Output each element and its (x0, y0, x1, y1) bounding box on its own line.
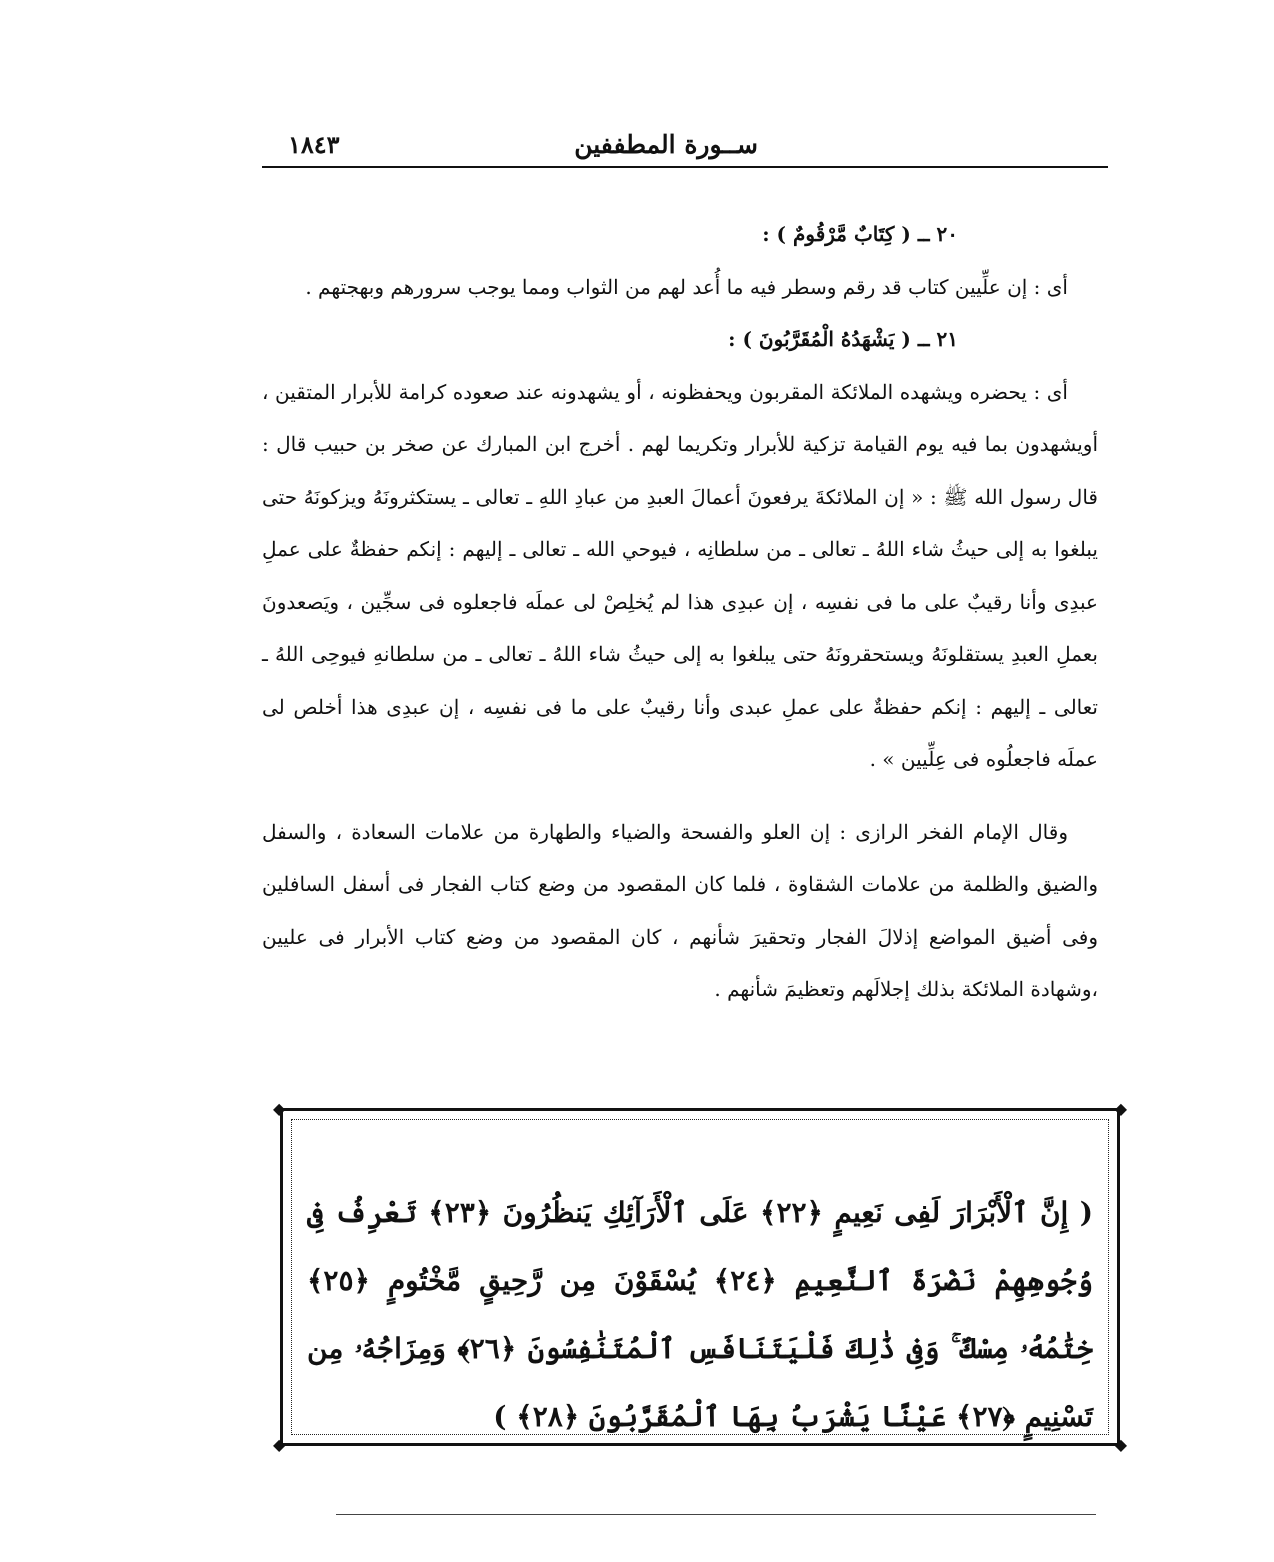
corner-ornament-icon: ◆ (273, 1099, 286, 1118)
paragraph-gap (262, 786, 1098, 806)
verse-21-commentary: أى : يحضره ويشهده الملائكة المقربون ويحفظونه ، أو يشهدونه عند صعوده كرامة للأبرار المتقين ، أويشهدون بما فيه يوم القيامة تزكية للأبرار وتكريما لهم . أخرج ابن المبارك عن صخر بن حبيب قال : قال رسول الله ﷺ : « إن الملائكةَ يرفعونَ أعمالَ العبدِ من عبادِ اللهِ ـ تعالى ـ يستكثرونَهُ ويزكونَهُ حتى يبلغوا به إلى حيثُ شاء اللهُ ـ تعالى ـ من سلطانِه ، فيوحي الله ـ تعالى ـ إليهم : إنكم حفظةٌ على عملِ عبدِى وأنا رقيبٌ على ما فى نفسِه ، إن عبدِى هذا لم يُخلِصْ لى عملَه فاجعلوه فى سجِّين ، ويَصعدونَ بعملِ العبدِ يستقلونَهُ ويستحقرونَهُ حتى يبلغوا به إلى حيثُ شاء اللهُ ـ تعالى ـ من سلطانهِ فيوحِى اللهُ ـ تعالى ـ إليهم : إنكم حفظةٌ على عملِ عبدى وأنا رقيبٌ على ما فى نفسِه ، إن عبدِى هذا أخلص لى عملَه فاجعلُوه فى عِلِّيين » . (262, 379, 1098, 771)
corner-ornament-icon: ◆ (1114, 1435, 1127, 1454)
page-number: ١٨٤٣ (288, 130, 340, 159)
footer-divider (336, 1514, 1096, 1515)
corner-ornament-icon: ◆ (273, 1435, 286, 1454)
verse-20-heading: ٢٠ ــ ( كِتَابٌ مَّرْقُومٌ ) : (762, 222, 958, 246)
verse-21-heading: ٢١ ــ ( يَشْهَدُهُ الْمُقَرَّبُونَ ) : (728, 327, 958, 351)
verse-20-commentary: أى : إن علِّيين كتاب قد رقم وسطر فيه ما أُعد لهم من الثواب ومما يوجب سرورهم وبهجتهم . (305, 274, 1068, 299)
razi-commentary: وقال الإمام الفخر الرازى : إن العلو والفسحة والضياء والطهارة من علامات السعادة ، والسفل والضيق والظلمة من علامات الشقاوة ، فلما كان المقصود من وضع كتاب الفجار فى أسفل السافلين وفى أضيق المواضع إذلالَ الفجار وتحقيرَ شأنهم ، كان المقصود من وضع كتاب الأبرار فى عليين ،وشهادة الملائكة بذلك إجلالَهم وتعظيمَ شأنهم . (262, 819, 1099, 1001)
commentary-body (262, 208, 1098, 1016)
surah-title: ســورة المطففين (574, 130, 758, 159)
header-divider (262, 166, 1108, 168)
page-header (262, 128, 1108, 168)
quran-verses-frame (273, 1099, 1127, 1454)
corner-ornament-icon: ◆ (1114, 1099, 1127, 1118)
quran-verses-text: ( إِنَّ ٱلْأَبْرَارَ لَفِى نَعِيمٍ ﴿٢٢﴾ عَلَى ٱلْأَرَآئِكِ يَنظُرُونَ ﴿٢٣﴾ تَعْرِفُ فِى وُجُوهِهِمْ نَضْرَةَ ٱلنَّعِيمِ ﴿٢٤﴾ يُسْقَوْنَ مِن رَّحِيقٍ مَّخْتُومٍ ﴿٢٥﴾ خِتَٰمُهُۥ مِسْكٌ ۚ وَفِى ذَٰلِكَ فَلْيَتَنَافَسِ ٱلْمُتَنَٰفِسُونَ ﴿٢٦﴾ وَمِزَاجُهُۥ مِن تَسْنِيمٍ ﴿٢٧﴾ عَيْنًا يَشْرَبُ بِهَا ٱلْمُقَرَّبُونَ ﴿٢٨﴾ ) (307, 1196, 1094, 1433)
